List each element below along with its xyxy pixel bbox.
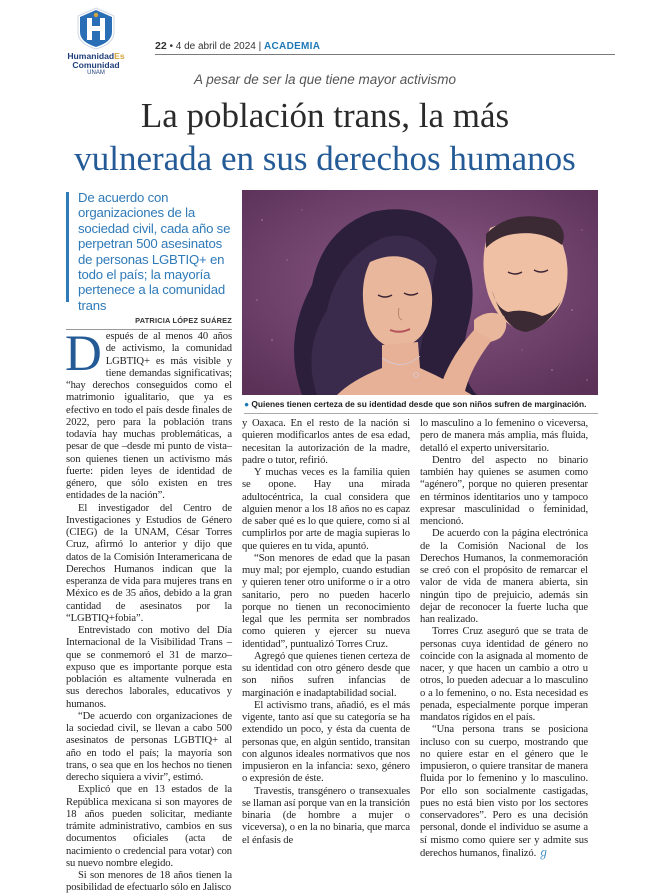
header-date: 4 de abril de 2024 bbox=[175, 41, 256, 52]
lead-accent-bar bbox=[66, 192, 69, 302]
body-paragraph: De acuerdo con la página electrónica de la Comisión Nacional de los Derechos Humanos, la conmemoración se creó con el propósito de remarcar el valor de vida de manera abierta, sin ningún tipo de prejuicio, además sin dejar de reconocer la fuerte lucha que han realizado. bbox=[420, 528, 588, 625]
caption-bullet-icon: ● bbox=[244, 399, 250, 409]
article-illustration bbox=[242, 190, 598, 395]
illustration-artwork bbox=[242, 190, 598, 395]
article-title-line2: vulnerada en sus derechos humanos bbox=[74, 139, 576, 178]
body-paragraph: Explicó que en 13 estados de la República mexicana si son mayores de 18 años pueden solicitar, mediante trámite administrativo, cambios en sus documentos oficiales (acta de nacimiento o credencial para votar) con su nuevo nombre elegido. bbox=[66, 784, 232, 869]
body-paragraph: Entrevistado con motivo del Día Internacional de la Visibilidad Trans –que se conmemoró el 31 de marzo– expuso que es importante porque esta población es altamente vulnerada en sus derechos laborales, educativos y humanos. bbox=[66, 625, 232, 710]
body-paragraph: El investigador del Centro de Investigaciones y Estudios de Género (CIEG) de la UNAM, César Torres Cruz, afirmó lo anterior y dijo que datos de la Comisión Interamericana de Derechos Humanos indican que la esperanza de vida para mujeres trans en México es de 35 años, debido a la gran cantidad de asesinatos por la “LGBTIQ+fobia”. bbox=[66, 502, 232, 624]
header-bullet: • bbox=[169, 41, 176, 52]
body-paragraph: Travestis, transgénero o transexuales se llaman así porque van en la transición binaria (de hombre a mujer o viceversa), o en la no binaria, que marca el énfasis de bbox=[242, 785, 410, 846]
article-kicker: A pesar de ser la que tiene mayor activismo bbox=[193, 72, 457, 87]
logo-text-line1: HumanidadEs bbox=[67, 51, 125, 61]
article-column-2 bbox=[242, 418, 410, 847]
gaceta-end-icon: ℊ bbox=[538, 846, 550, 859]
unam-logo bbox=[52, 6, 140, 76]
first-paragraph: Después de al menos 40 años de activismo, la comunidad LGBTIQ+ es más visible y tiene demandas significativas; “hay derechos conseguidos como el matrimonio igualitario, que ya es efectivo en todo el país desde finales de 2022, pero para la población trans todavía hay muchas problemáticas, a pesar de que –desde mi punto de vista– son quienes tienen un activismo más fuerte: piden leyes de identidad de género, que sólo existen en tres entidades de la nación”. bbox=[65, 326, 232, 502]
body-paragraph: Torres Cruz aseguró que se trata de personas cuya identidad de género no coincide con la asignada al momento de nacer, y que hacen un cambio a otro u otros, lo pueden adecuar a lo masculino o a lo femenino, o no. Esta necesidad es penada, especialmente porque imperan mandatos rígidos en el país. bbox=[420, 626, 588, 723]
article-byline: PATRICIA LÓPEZ SUÁREZ bbox=[135, 316, 232, 325]
article-column-1 bbox=[65, 326, 232, 895]
body-paragraph: lo masculino a lo femenino o viceversa, pero de manera más amplia, más fluida, detalló el experto universitario. bbox=[420, 418, 588, 454]
image-caption: ● Quienes tienen certeza de su identidad desde que son niños sufren de marginación. bbox=[244, 399, 587, 409]
body-paragraph: Dentro del aspecto no binario también hay quienes se asumen como “agénero”, porque no quieren presentar en términos identitarios uno y tampoco expresar masculinidad o feminidad, mencionó. bbox=[420, 454, 588, 527]
body-paragraph: Si son menores de 18 años tienen la posibilidad de efectuarlo sólo en Jalisco bbox=[66, 870, 232, 894]
caption-rule bbox=[244, 413, 598, 414]
article-lead: De acuerdo con organizaciones de la sociedad civil, cada año se perpetran 500 asesinatos de personas LGBTIQ+ en todo el país; la mayoría pertenece a la comunidad trans bbox=[78, 190, 231, 313]
body-paragraph: Y muchas veces es la familia quien se opone. Hay una mirada adultocéntrica, la cual considera que alguien menor a los 18 años no es capaz de saber qué es lo que quiere, como si al cumplirlos por arte de magia supieras lo que quieres en tu vida, apuntó. bbox=[242, 467, 410, 552]
article-title-line1: La población trans, la más bbox=[140, 96, 510, 135]
header-separator: | bbox=[258, 41, 264, 52]
header-rule bbox=[155, 54, 615, 55]
logo-text-line2: Comunidad bbox=[72, 60, 120, 70]
section-label: ACADEMIA bbox=[264, 41, 321, 52]
body-paragraph: y Oaxaca. En el resto de la nación si quieren modificarlos antes de esa edad, necesitan la autorización de la madre, padre o tutor, refirió. bbox=[242, 418, 410, 466]
last-paragraph: “Una persona trans se posiciona incluso con su cuerpo, mostrando que no quiere estar en el género que le impusieron, o quiere transitar de manera fluida por lo femenino y lo masculino. Por ello son socialmente castigadas, pues no está bien visto por los sectores conservadores”. Pero es una decisión personal, donde el individuo se asume a sí mismo como quiere ser y admite sus derechos humanos, finalizó. ℊ bbox=[420, 724, 588, 859]
logo-text-line3: UNAM bbox=[87, 70, 105, 76]
body-paragraph: El activismo trans, añadió, es el más vigente, tanto así que su categoría se ha extendido un poco, y ésta da cuenta de personas que, en algún sentido, transitan con algunos ideales normativos que nos impusieron en la infancia: sexo, género o expresión de éste. bbox=[242, 699, 410, 785]
body-paragraph: Agregó que quienes tienen certeza de su identidad con otro género desde que son niños sufren infancias de marginación e inadaptabilidad social. bbox=[242, 650, 410, 699]
page-number: 22 bbox=[155, 40, 167, 52]
article-column-3 bbox=[420, 418, 588, 860]
body-paragraph: “De acuerdo con organizaciones de la sociedad civil, se llevan a cabo 500 asesinatos de personas LGBTIQ+ al año en todo el país; la mayoría son trans, o sea que en los hechos no tienen derecho siquiera a vivir”, estimó. bbox=[66, 710, 232, 783]
page-header bbox=[155, 40, 320, 52]
humanidad-logo-icon bbox=[74, 6, 118, 50]
drop-cap: D bbox=[65, 326, 102, 382]
body-paragraph: “Son menores de edad que la pasan muy mal; por ejemplo, cuando estudian y quieren tener otro uniforme o ir a otro sanitario, pero no pueden hacerlo porque no tienen un reconocimiento legal que les permita ser nombrados como quieren y ejercer su nueva identidad”, puntualizó Torres Cruz. bbox=[242, 552, 410, 650]
